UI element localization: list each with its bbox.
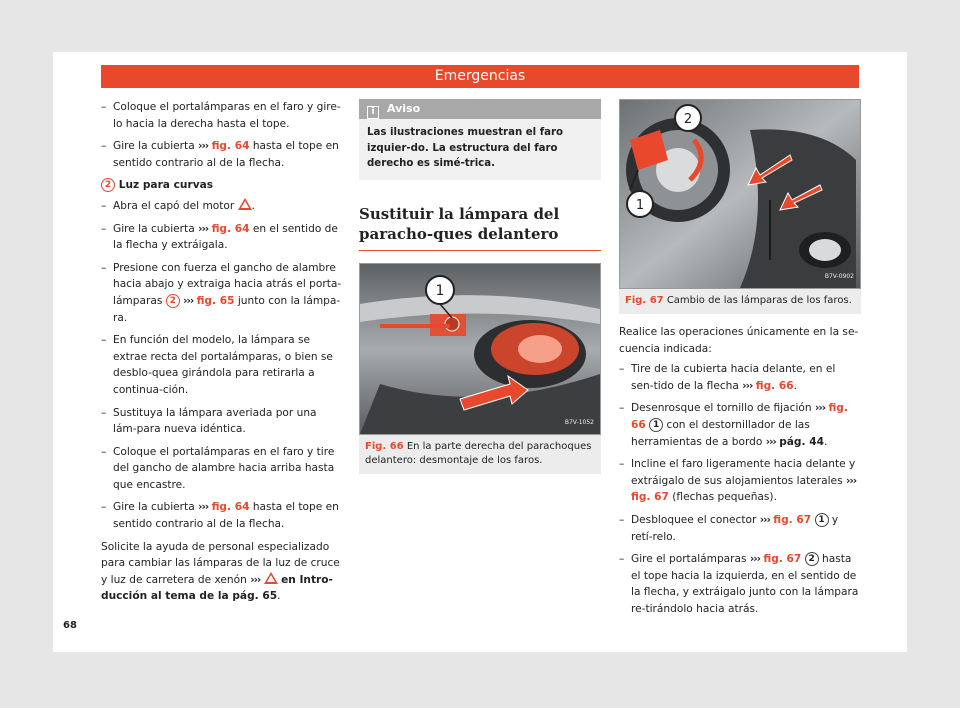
intro-paragraph: Realice las operaciones únicamente en la se-cuencia indicada: [619, 326, 859, 355]
figure-code: B7V-1052 [564, 418, 594, 426]
manual-page [53, 52, 907, 652]
list-item: – Desenrosque el tornillo de fijación ››› fig. 66 1 con el destornillador de las herramientas de a bordo ››› pág. 44. [619, 402, 848, 448]
subheading-luz-curvas: 2 Luz para curvas [101, 177, 343, 194]
callout-number: 1 [815, 513, 829, 527]
list-item: – Gire la cubierta ››› fig. 64 hasta el tope en sentido contrario al de la flecha. [101, 140, 339, 169]
list-item: – En función del modelo, la lámpara se extrae recta del portalámparas, o bien se desblo-quea girándola para retirarla a continua-ción. [101, 334, 333, 396]
list-item: – Desbloquee el conector ››› fig. 67 1 y retí-relo. [619, 513, 839, 543]
callout-2-label: 2 [683, 112, 693, 127]
column-left [101, 99, 343, 605]
item-text: Coloque el portalámparas en el faro y gire-lo hacia la derecha hasta el tope. [113, 101, 341, 130]
fig-64-link[interactable]: fig. 64 [211, 222, 250, 235]
note-paragraph: Solicite la ayuda de personal especializado para cambiar las lámparas de la luz de cruce y luz de carretera de xenón ››› en Intro-ducción al tema de la pág. 65. [101, 540, 340, 603]
figure-66 [359, 263, 601, 474]
page-number: 68 [63, 620, 77, 631]
aviso-text: Las ilustraciones muestran el faro izquier-do. La estructura del faro derecho es simé-trica. [367, 127, 564, 169]
headlight-illustration [620, 100, 860, 288]
figure-code: B7V-0902 [824, 273, 854, 281]
list-item: – Gire el portalámparas ››› fig. 67 2 hasta el tope hacia la izquierda, en el sentido de la flecha, y extráigalo junto con la lámpara re-tirándolo hacia atrás. [619, 553, 859, 615]
fig-64-link[interactable]: fig. 64 [211, 501, 250, 514]
list-item: – Gire la cubierta ››› fig. 64 hasta el tope en sentido contrario al de la flecha. [101, 501, 339, 531]
section-title: Sustituir la lámpara del paracho-ques delantero [359, 204, 601, 251]
callout-number: 2 [101, 178, 115, 192]
callout-1-label: 1 [435, 282, 445, 299]
figure-67-image [619, 99, 861, 289]
intro-link[interactable]: en Intro-ducción al tema de la pág. 65 [101, 573, 333, 603]
fig-65-link[interactable]: fig. 65 [196, 294, 235, 307]
figure-66-image [359, 263, 601, 435]
list-item: – Abra el capó del motor . [101, 199, 255, 212]
fig-66-link[interactable]: fig. 66 [755, 379, 794, 392]
list-item: – Sustituya la lámpara averiada por una lám-para nueva idéntica. [101, 406, 317, 436]
figure-67-caption: Fig. 67 Cambio de las lámparas de los faros. [619, 289, 861, 314]
fig-66-link[interactable]: fig. 66 [631, 402, 848, 431]
bumper-illustration [360, 264, 600, 434]
list-item: – Presione con fuerza el gancho de alambre hacia abajo y extraiga hacia atrás el porta-lámparas 2 ››› fig. 65 junto con la lámpa-ra. [101, 261, 342, 324]
callout-1-label: 1 [635, 198, 645, 213]
warning-icon [264, 572, 278, 584]
list-item: – Coloque el portalámparas en el faro y tire del gancho de alambre hacia arriba hasta que encastre. [101, 445, 335, 491]
column-middle [359, 99, 601, 474]
fig-67-link[interactable]: fig. 67 [631, 491, 669, 504]
figure-67 [619, 99, 861, 314]
aviso-header: i Aviso [359, 99, 601, 119]
callout-number: 1 [649, 418, 663, 432]
fig-64-link[interactable]: fig. 64 [211, 140, 250, 153]
page-header: Emergencias [101, 65, 859, 88]
fig-67-link[interactable]: fig. 67 [763, 553, 802, 566]
list-item: – Incline el faro ligeramente hacia delante y extráigalo de sus alojamientos laterales ››› fig. 67 (flechas pequeñas). [619, 458, 857, 504]
list-item: – Tire de la cubierta hacia delante, en el sen-tido de la flecha ››› fig. 66. [619, 363, 836, 392]
column-right [619, 99, 861, 624]
warning-icon [238, 198, 252, 210]
list-item: – Coloque el portalámparas en el faro y gire-lo hacia la derecha hasta el tope. [101, 101, 341, 130]
figure-66-caption: Fig. 66 En la parte derecha del parachoques delantero: desmontaje de los faros. [359, 435, 601, 474]
fig-67-link[interactable]: fig. 67 [773, 513, 812, 526]
callout-number: 2 [166, 294, 180, 308]
list-item: – Gire la cubierta ››› fig. 64 en el sentido de la flecha y extráigala. [101, 222, 338, 252]
page-44-link[interactable]: pág. 44 [779, 435, 824, 448]
callout-number: 2 [805, 552, 819, 566]
aviso-box [359, 99, 601, 180]
info-icon: i [367, 106, 379, 119]
